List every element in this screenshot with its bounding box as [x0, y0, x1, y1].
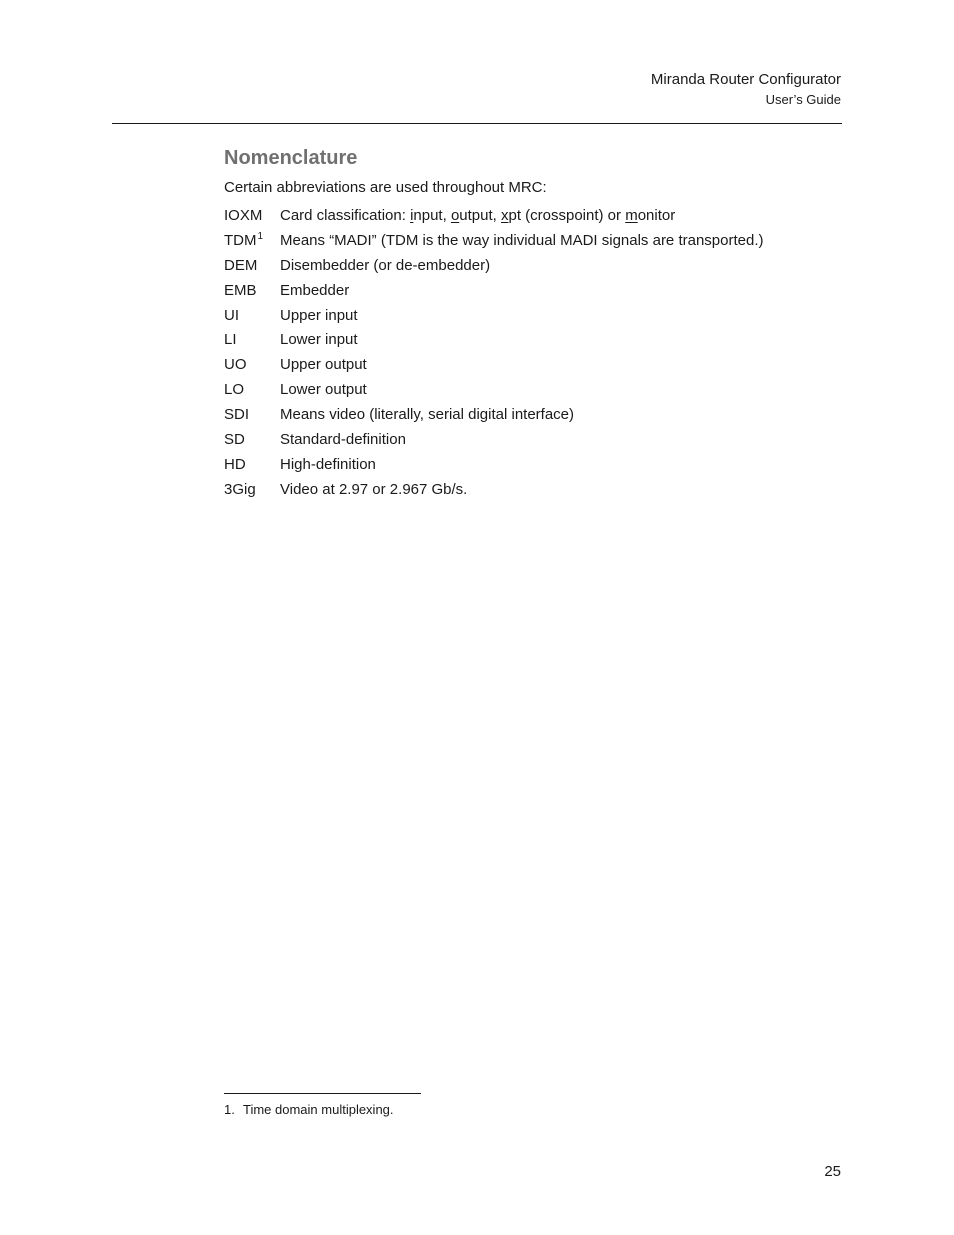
footnote-number: 1.: [224, 1102, 235, 1117]
abbreviation-definition: Means video (literally, serial digital interface): [280, 406, 575, 424]
page-number: 25: [824, 1163, 841, 1180]
abbreviation-definition: Disembedder (or de-embedder): [280, 256, 491, 274]
abbreviation-row: [224, 327, 764, 352]
abbreviation-definition: Lower output: [280, 381, 367, 399]
abbreviation-definition: Upper input: [280, 306, 358, 324]
definition-text: nput,: [413, 206, 451, 224]
abbreviation-definition: Lower input: [280, 331, 358, 349]
abbreviation-row: [224, 402, 764, 427]
definition-text: Card classification:: [280, 206, 411, 224]
abbreviation-term: HD: [224, 455, 246, 473]
abbreviation-term: IOXM: [224, 206, 263, 224]
abbreviation-row: [224, 352, 764, 377]
abbreviation-row: [224, 477, 764, 502]
abbreviation-definition: Upper output: [280, 356, 367, 374]
definition-text: onitor: [637, 206, 676, 224]
footnote-divider: [224, 1093, 421, 1094]
document-subtitle: User’s Guide: [765, 92, 841, 107]
underlined-letter: i: [410, 206, 414, 224]
abbreviation-definition: High-definition: [280, 455, 376, 473]
main-content: [224, 145, 844, 502]
abbreviation-row-tdm: [224, 228, 764, 253]
footnote-text: Time domain multiplexing.: [243, 1102, 394, 1117]
definition-text: pt (crosspoint) or: [508, 206, 626, 224]
abbreviation-row: [224, 427, 764, 452]
abbreviation-definition: Standard-definition: [280, 430, 406, 448]
abbreviation-definition: Embedder: [280, 281, 350, 299]
section-title: Nomenclature: [224, 147, 358, 169]
abbreviation-term: LI: [224, 331, 237, 349]
abbreviation-term: SD: [224, 430, 245, 448]
term-text: TDM: [224, 231, 257, 249]
abbreviation-row: [224, 303, 764, 328]
abbreviation-row: [224, 452, 764, 477]
underlined-letter: x: [500, 206, 509, 224]
intro-paragraph: Certain abbreviations are used throughout MRC:: [224, 179, 547, 196]
running-header: [651, 70, 841, 109]
abbreviation-term: EMB: [224, 281, 257, 299]
abbreviation-row: [224, 278, 764, 303]
abbreviation-term: LO: [224, 381, 245, 399]
header-divider: [112, 123, 842, 124]
underlined-letter: m: [625, 206, 638, 224]
abbreviation-term: 3Gig: [224, 480, 256, 498]
definition-text: utput,: [459, 206, 501, 224]
footnote: [224, 1101, 394, 1119]
abbreviation-term: UO: [224, 356, 247, 374]
abbreviation-row-ioxm: [224, 203, 764, 228]
abbreviation-term: UI: [224, 306, 239, 324]
document-title: Miranda Router Configurator: [650, 71, 841, 88]
abbreviation-definition: Means “MADI” (TDM is the way individual MADI signals are transported.): [280, 231, 764, 249]
abbreviation-row: [224, 253, 764, 278]
underlined-letter: o: [450, 206, 460, 224]
abbreviation-definition: [280, 203, 764, 228]
footnote-reference: 1: [257, 230, 264, 242]
abbreviation-term: DEM: [224, 256, 258, 274]
abbreviation-row: [224, 377, 764, 402]
abbreviation-list: [224, 203, 764, 502]
abbreviation-definition: Video at 2.97 or 2.967 Gb/s.: [280, 480, 468, 498]
abbreviation-term: SDI: [224, 406, 250, 424]
abbreviation-term: [224, 228, 280, 253]
